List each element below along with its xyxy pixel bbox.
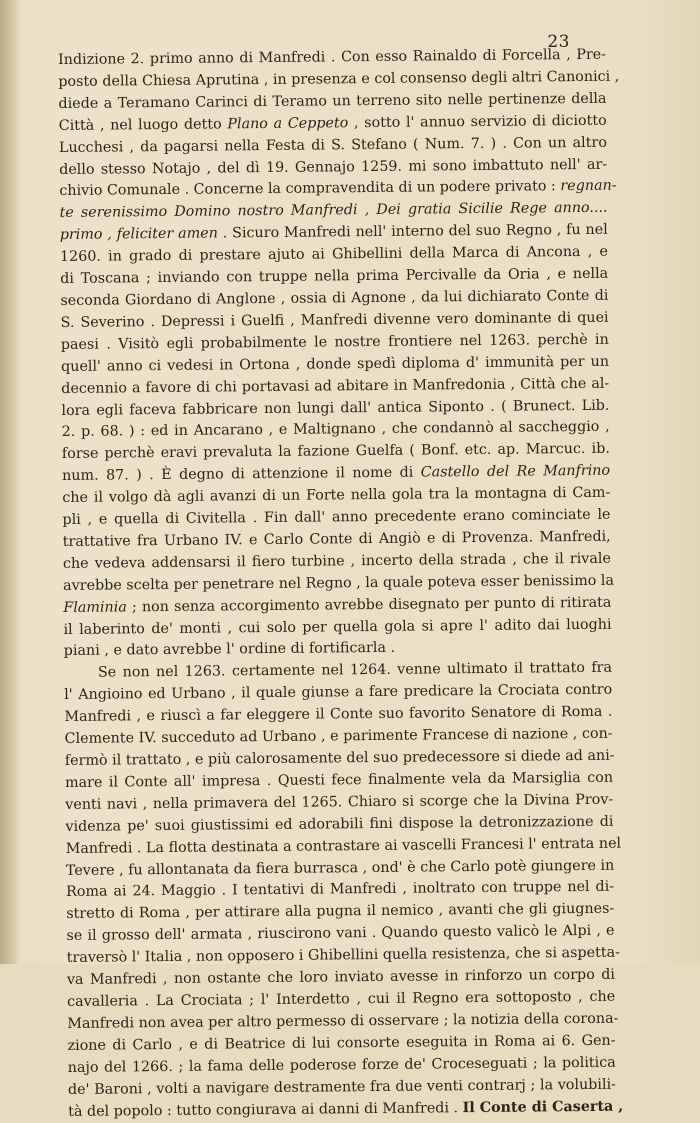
page-gutter-shadow — [0, 0, 20, 964]
text-segment: che vedeva addensarsi il fiero turbine , incerto della strada , che il rivale — [62, 550, 611, 572]
text-segment: videnza pe' suoi giustissimi ed adorabili fini dispose la detronizzazione di — [65, 813, 614, 835]
text-segment: tà del popolo : tutto congiurava ai danni di Manfredi . — [68, 1099, 463, 1120]
text-segment: va Manfredi , non ostante che loro inviato avesse in rinforzo un corpo di — [66, 966, 615, 989]
text-segment: lora egli faceva fabbricare non lungi dall' antica Siponto . ( Brunect. Lib. — [61, 397, 610, 419]
text-segment: trattative fra Urbano IV. e Carlo Conte di Angiò e di Provenza. Manfredi, — [62, 528, 611, 550]
italic-text: te serenissimo Domino nostro Manfredi , Dei gratia Sicilie Rege anno.... — [59, 200, 608, 222]
italic-text: Flaminia — [63, 599, 127, 616]
text-segment: Manfredi . La flotta destinata a contrastare ai vascelli Francesi l' entrata nel — [65, 835, 622, 857]
page-number: 23 — [547, 32, 570, 52]
text-segment: seconda Giordano di Anglone , ossia di Agnone , da lui dichiarato Conte di — [60, 287, 609, 309]
text-segment: se il grosso dell' armata , riuscirono vani . Quando questo valicò le Alpi , e — [66, 922, 615, 945]
text-segment: Clemente IV. succeduto ad Urbano , e parimente Francese di nazione , con- — [64, 725, 613, 748]
text-segment: decennio a favore di chi portavasi ad abitare in Manfredonia , Città che al- — [61, 375, 610, 397]
text-segment: mare il Conte all' impresa . Questi fece finalmente vela da Marsiglia con — [64, 769, 614, 791]
text-segment: piani , e dato avrebbe l' ordine di fortificarla . — [63, 640, 396, 660]
text-segment: ; non senza accorgimento avrebbe disegnato per punto di ritirata — [126, 594, 612, 616]
text-segment: cavalleria . La Crociata ; l' Interdetto , cui il Regno era sottoposto , che — [67, 988, 616, 1010]
text-segment: de' Baroni , volti a navigare destramente fra due venti contrarj ; la volubili- — [67, 1076, 617, 1098]
text-line — [68, 1096, 624, 1123]
text-segment: Il Conte di Caserta , — [462, 1098, 624, 1116]
text-segment: diede a Teramano Carinci di Teramo un terreno sito nelle pertinenze della — [58, 90, 607, 112]
italic-text: primo , feliciter amen — [59, 225, 218, 244]
text-segment: S. Severino . Depressi i Guelfi , Manfredi divenne vero dominante di quei — [60, 309, 609, 331]
text-segment: avrebbe scelta per penetrare nel Regno , la quale poteva esser benissimo la — [63, 572, 615, 594]
text-segment: , sotto l' annuo servizio di diciotto — [348, 112, 607, 131]
text-segment: najo del 1266. ; la fama delle poderose forze de' Croceseguati ; la politica — [67, 1054, 616, 1076]
text-segment: zione di Carlo , e di Beatrice di lui consorte eseguita in Roma ai 6. Gen- — [67, 1032, 616, 1054]
text-segment: posto della Chiesa Aprutina , in presenza e col consenso degli altri Canonici , — [58, 68, 620, 90]
text-segment: . Sicuro Manfredi nell' interno del suo Regno , fu nel — [217, 221, 608, 242]
text-segment: pli , e quella di Civitella . Fin dall' anno precedente erano cominciate le — [62, 506, 611, 529]
text-segment: l' Angioino ed Urbano , il quale giunse a fare predicare la Crociata contro — [64, 681, 613, 704]
text-segment: fermò il trattato , e più calorosamente del suo predecessore si diede ad ani- — [64, 747, 615, 769]
text-segment: chivio Comunale . Concerne la compravendita di un podere privato : — [59, 178, 561, 200]
text-segment: Roma ai 24. Maggio . I tentativi di Manfredi , inoltrato con truppe nel di- — [66, 879, 615, 901]
text-segment: 2. p. 68. ) : ed in Ancarano , e Maltignano , che condannò al saccheggio , — [61, 419, 610, 441]
text-segment: paesi . Visitò egli probabilmente le nostre frontiere nel 1263. perchè in — [60, 331, 609, 353]
text-segment: venti navi , nella primavera del 1265. Chiaro si scorge che la Divina Prov- — [65, 791, 614, 813]
text-segment: il laberinto de' monti , cui solo per quella gola si apre l' adito dai luoghi — [63, 616, 612, 638]
text-segment: Indizione 2. primo anno di Manfredi . Con esso Rainaldo di Forcella , Pre- — [58, 46, 607, 68]
text-segment: Se non nel 1263. certamente nel 1264. venne ultimato il trattato fra — [97, 660, 613, 682]
text-segment: forse perchè eravi prevaluta la fazione Guelfa ( Bonf. etc. ap. Marcuc. ib. — [61, 441, 610, 463]
text-segment: dello stesso Notajo , del dì 19. Gennajo 1259. mi sono imbattuto nell' ar- — [59, 156, 608, 178]
text-segment: 1260. in grado di prestare ajuto ai Ghibellini della Marca di Ancona , e — [59, 243, 609, 266]
body-text — [58, 45, 624, 1123]
text-segment: stretto di Roma , per attirare alla pugna il nemico , avanti che gli giugnes- — [66, 901, 615, 923]
text-segment: Città , nel luogo detto — [58, 116, 228, 134]
text-segment: che il volgo dà agli avanzi di un Forte nella gola tra la montagna di Cam- — [62, 484, 611, 507]
italic-text: Castello del Re Manfrino — [420, 462, 611, 481]
text-segment: Manfredi , e riuscì a far eleggere il Conte suo favorito Senatore di Roma . — [64, 703, 613, 726]
text-segment: Manfredi non avea per altro permesso di osservare ; la notizia della corona- — [67, 1010, 619, 1032]
text-segment: traversò l' Italia , non opposero i Ghibellini quella resistenza, che si aspetta- — [66, 944, 620, 967]
italic-text: Plano a Ceppeto — [227, 114, 349, 133]
text-segment: quell' anno ci vedesi in Ortona , donde spedì diploma d' immunità per un — [60, 353, 610, 375]
text-segment: Lucchesi , da pagarsi nella Festa di S. Stefano ( Num. 7. ) . Con un altro — [58, 134, 607, 156]
text-segment: num. 87. ) . È degno di attenzione il nome di — [62, 464, 421, 485]
text-segment: Tevere , fu allontanata da fiera burrasca , ond' è che Carlo potè giungere in — [65, 857, 615, 879]
italic-text: regnan- — [560, 178, 617, 195]
text-segment: di Toscana ; inviando con truppe nella prima Percivalle da Oria , e nella — [60, 265, 609, 288]
